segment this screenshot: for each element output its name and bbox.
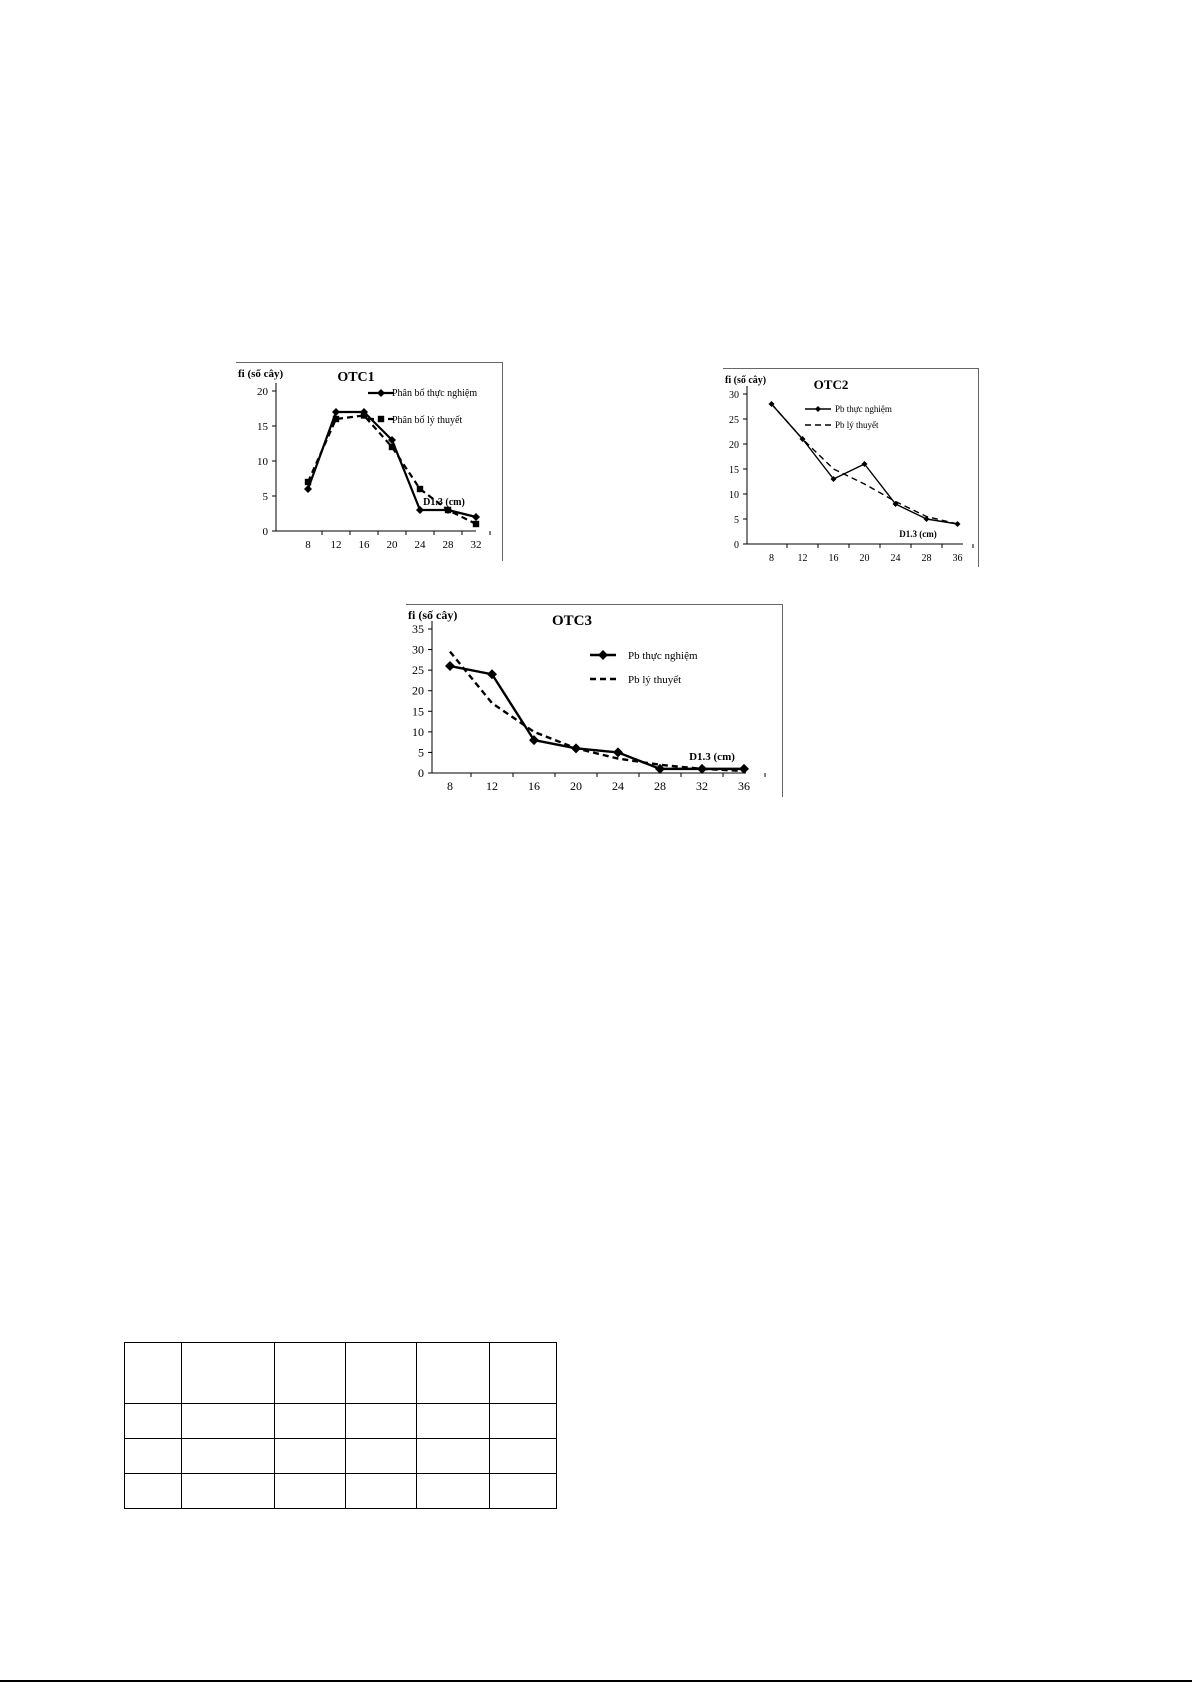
table-cell bbox=[182, 1343, 275, 1404]
table-cell bbox=[125, 1343, 182, 1404]
y-tick-label: 5 bbox=[734, 515, 739, 526]
x-tick-label: 16 bbox=[828, 553, 839, 564]
chart-otc1-svg bbox=[236, 363, 502, 561]
footer-divider bbox=[0, 1680, 1192, 1682]
table-cell bbox=[346, 1343, 417, 1404]
y-tick-label: 5 bbox=[418, 745, 424, 760]
x-tick-label: 16 bbox=[358, 539, 370, 551]
y-tick-label: 20 bbox=[412, 683, 424, 698]
x-tick-label: 28 bbox=[442, 539, 454, 551]
data-point bbox=[472, 513, 480, 521]
y-tick-label: 10 bbox=[257, 456, 268, 468]
y-tick-label: 10 bbox=[412, 724, 424, 739]
table-cell bbox=[346, 1439, 417, 1474]
table-cell bbox=[275, 1439, 346, 1474]
table-row bbox=[125, 1404, 557, 1439]
legend-marker bbox=[815, 406, 821, 412]
x-tick-label: 28 bbox=[921, 553, 932, 564]
x-tick-label: 8 bbox=[447, 779, 453, 793]
legend-marker bbox=[598, 650, 608, 660]
chart-otc3 bbox=[406, 604, 783, 797]
y-tick-label: 0 bbox=[418, 766, 424, 780]
data-point bbox=[361, 412, 367, 418]
table-cell bbox=[417, 1343, 490, 1404]
legend-label: Phân bố thực nghiệm bbox=[392, 388, 478, 399]
x-tick-label: 24 bbox=[890, 553, 901, 564]
chart-otc2-svg bbox=[723, 369, 978, 567]
table-cell bbox=[346, 1404, 417, 1439]
y-tick-label: 20 bbox=[729, 440, 739, 451]
y-tick-label: 20 bbox=[257, 386, 268, 398]
chart-title: OTC1 bbox=[337, 370, 375, 385]
table-cell bbox=[275, 1404, 346, 1439]
data-point bbox=[389, 444, 395, 450]
table-cell bbox=[417, 1439, 490, 1474]
x-tick-label: 20 bbox=[859, 553, 870, 564]
y-tick-label: 30 bbox=[729, 390, 739, 401]
legend-label: Pb thực nghiệm bbox=[628, 650, 698, 662]
data-point bbox=[417, 486, 423, 492]
y-axis-label: fi (số cây) bbox=[725, 375, 767, 386]
data-point bbox=[445, 661, 455, 671]
table-row bbox=[125, 1343, 557, 1404]
table-cell bbox=[275, 1343, 346, 1404]
table-cell bbox=[490, 1343, 557, 1404]
data-point bbox=[304, 485, 312, 493]
table-cell bbox=[182, 1404, 275, 1439]
chart-otc2 bbox=[723, 368, 979, 567]
legend-label: Pb thực nghiệm bbox=[835, 404, 892, 414]
x-tick-label: 12 bbox=[486, 779, 498, 793]
legend-marker bbox=[378, 416, 384, 422]
y-tick-label: 35 bbox=[412, 622, 424, 636]
x-tick-label: 32 bbox=[696, 779, 708, 793]
x-tick-label: 24 bbox=[612, 779, 624, 793]
table-cell bbox=[125, 1474, 182, 1509]
table-cell bbox=[417, 1474, 490, 1509]
x-tick-label: 8 bbox=[769, 553, 774, 564]
data-point bbox=[613, 747, 623, 757]
data-table bbox=[124, 1342, 557, 1509]
table-cell bbox=[346, 1474, 417, 1509]
x-tick-label: 32 bbox=[470, 539, 482, 551]
x-tick-label: 8 bbox=[305, 539, 311, 551]
y-tick-label: 30 bbox=[412, 642, 424, 657]
x-tick-label: 12 bbox=[797, 553, 808, 564]
table-cell bbox=[490, 1439, 557, 1474]
x-tick-label: 36 bbox=[738, 779, 750, 793]
x-axis-label: D1.3 (cm) bbox=[423, 497, 465, 508]
data-point bbox=[473, 521, 479, 527]
y-tick-label: 10 bbox=[729, 490, 739, 501]
table-cell bbox=[125, 1404, 182, 1439]
data-point bbox=[333, 416, 339, 422]
table-cell bbox=[182, 1474, 275, 1509]
chart-title: OTC2 bbox=[813, 377, 849, 392]
y-tick-label: 15 bbox=[257, 421, 268, 433]
y-tick-label: 5 bbox=[262, 491, 268, 503]
y-tick-label: 25 bbox=[412, 663, 424, 678]
table-cell bbox=[417, 1404, 490, 1439]
legend-marker bbox=[377, 389, 385, 397]
y-axis-label: fi (số cây) bbox=[408, 608, 458, 622]
y-axis-label: fi (số cây) bbox=[238, 368, 284, 380]
data-point bbox=[332, 408, 340, 416]
y-tick-label: 0 bbox=[734, 540, 739, 551]
table-cell bbox=[490, 1404, 557, 1439]
chart-otc1 bbox=[236, 362, 503, 561]
x-tick-label: 20 bbox=[386, 539, 398, 551]
x-axis-label: D1.3 (cm) bbox=[899, 529, 937, 539]
chart-otc3-svg bbox=[406, 605, 782, 797]
data-point bbox=[305, 479, 311, 485]
table-cell bbox=[275, 1474, 346, 1509]
table-cell bbox=[490, 1474, 557, 1509]
legend-label: Pb lý thuyết bbox=[628, 674, 682, 686]
data-point bbox=[739, 764, 749, 774]
y-tick-label: 25 bbox=[729, 415, 739, 426]
x-tick-label: 28 bbox=[654, 779, 666, 793]
table-row bbox=[125, 1474, 557, 1509]
legend-label: Phân bố lý thuyết bbox=[392, 415, 463, 426]
table-cell bbox=[182, 1439, 275, 1474]
x-tick-label: 16 bbox=[528, 779, 540, 793]
x-axis-label: D1.3 (cm) bbox=[689, 751, 735, 763]
y-tick-label: 0 bbox=[262, 526, 268, 538]
x-tick-label: 36 bbox=[952, 553, 963, 564]
y-tick-label: 15 bbox=[412, 704, 424, 719]
x-tick-label: 20 bbox=[570, 779, 582, 793]
x-tick-label: 24 bbox=[414, 539, 426, 551]
y-tick-label: 15 bbox=[729, 465, 739, 476]
table-cell bbox=[125, 1439, 182, 1474]
x-tick-label: 12 bbox=[330, 539, 342, 551]
legend-label: Pb lý thuyết bbox=[835, 420, 879, 430]
table-row bbox=[125, 1439, 557, 1474]
chart-title: OTC3 bbox=[551, 613, 593, 629]
